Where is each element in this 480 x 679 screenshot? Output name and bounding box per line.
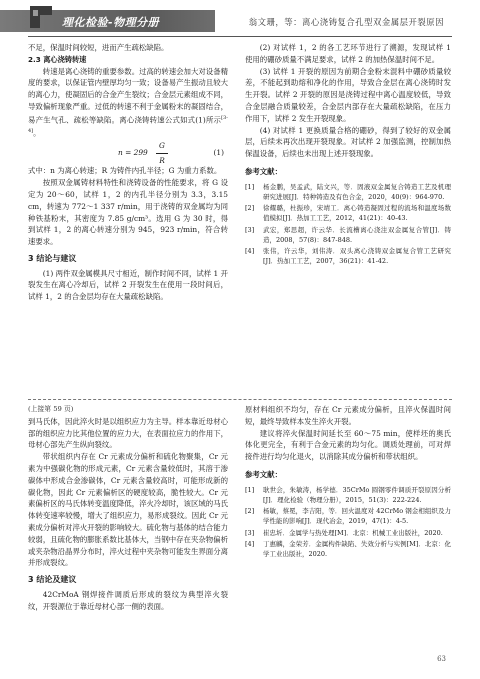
section-heading: 3 结论及建议 — [28, 575, 77, 585]
reference-list — [245, 485, 451, 559]
equation-number: (1) — [213, 148, 224, 158]
top-left-column — [28, 42, 228, 303]
reference-item: [3] 崔忠圻．金属学与热处理[M]．北京：机械工业出版社，2020. — [245, 528, 443, 537]
reference-item: [1] 耿世会，朱敏涛，杨学德．35CrMo 圆钢零件调质开裂原因分析[J]．理化检验（物理分册），2015，51(3)：222-224. — [245, 485, 451, 504]
paragraph: 按照双金属铸材料特性和浇铸设备的性能要求，将 G 设定为 20～60，试样 1，2 的内孔半径分别为 3.3，3.15 cm，转速为 772～1 337 r/min，用于浇铸的双金属均为同种铁基粉末，其密度为 7.85 g/cm³。选用 G 为 30 时，得到试样 1，2 的离心转速分别为 945，923 r/min，符合转速要求。 — [28, 178, 228, 247]
references-heading: 参考文献： — [245, 469, 282, 479]
journal-name: 理化检验-物理分册 — [62, 16, 160, 29]
paragraph: 带状组织内存在 Cr 元素成分偏析和硫化物聚集，Cr 元素为中强碳化物的形成元素，Cr 元素含量较低时，其溶于渗碳体中形成合金渗碳体，Cr 元素含量较高时，可能形成新的碳化物，因此 Cr 元素偏析区的硬度较高，脆性较大。Cr 元素偏析区的马氏体转变温度降低，淬火冷却时，该区域的马氏体转变速率较慢，增大了组织应力，易形成裂纹。因此 Cr 元素成分偏析对淬火开裂的影响较大。硫化物与基体的结合能力较弱，且硫化物的膨胀系数比基体大，当钢中存在夹杂物偏析或夹杂物沿晶界分布时，淬火过程中夹杂物可能发生界面分离并形成裂纹。 — [28, 452, 228, 568]
bottom-right-column — [245, 404, 451, 560]
top-right-column — [245, 42, 451, 267]
equation-fraction — [156, 140, 168, 167]
reference-item: [3] 武宏，郑思超，许云华．长流槽离心浇注双金属复合管[J]．铸造，2008，57(8)：847-848. — [245, 225, 451, 244]
paragraph: 不足，保温时间较短，进而产生疏松缺陷。 — [28, 43, 169, 52]
paragraph: 式中：n 为离心转速；R 为铸件内孔半径；G 为重力系数。 — [28, 166, 222, 176]
paragraph: (1) 两件双金属模具尺寸相近，制作时间不同，试样 1 开裂发生在离心冷却后，试样 2 开裂发生在使用一段时间后，试样 1，2 的合金层均存在大量疏松缺陷。 — [28, 268, 228, 302]
paragraph: 原材料组织不均匀，存在 Cr 元素成分偏析，且淬火保温时间短，最终导致样本发生淬火开裂。 — [245, 405, 451, 426]
page-header — [0, 0, 480, 44]
section-heading: 3 结论与建议 — [28, 253, 77, 263]
reference-item: [2] 徐耀璐，杜振珍，宋靖工．离心铸造凝固过程的流场和温度场数值模拟[J]．热加工工艺，2012，41(21)：40-43. — [245, 204, 451, 223]
equation-lhs: n = 299 — [118, 148, 148, 158]
paragraph: 转速是离心浇铸的重要参数。过高的转速会加大对设备精度的要求，以保证管内壁厚均匀一致；设备易产生振动且较大的离心力，使凝固后的合金产生裂纹；合金层元素组成不同，导致偏析现象严重。过低的转速不利于金属粉末的凝固结合，易产生气孔、疏松等缺陷。离心浇铸转速公式如式(1)所示[3-4]。 — [28, 66, 228, 138]
equation — [28, 139, 228, 165]
running-head: 翁文珊，等：离心浇铸复合孔型双金属层开裂原因 — [248, 17, 444, 27]
header-rule — [28, 36, 452, 37]
article-divider — [28, 399, 452, 400]
reference-item: [1] 杨金鹏，吴孟武，陆文兴，等．固液双金属复合铸造工艺及机理研究进展[J]．特种铸造及有色合金，2020，40(9)：964-970. — [245, 182, 451, 201]
reference-item: [4] 丁惠麟，金荣芳．金属构件缺陷、失效分析与实例[M]．北京：化学工业出版社，2020. — [245, 539, 451, 558]
paragraph: (2) 对试样 1，2 的各工艺环节进行了溯源，发现试样 1 使用的硼砂质量不满足要求，试样 2 的加热保温时间不足。 — [245, 43, 451, 64]
fraction-denominator: R — [159, 156, 165, 166]
section-heading: 2.3 离心浇铸转速 — [28, 54, 87, 64]
bottom-left-column — [28, 404, 228, 613]
fraction-numerator: G — [159, 141, 165, 151]
fraction-bar — [156, 153, 168, 154]
paragraph: (4) 对试样 1 更换质量合格的硼砂，得到了较好的双金属层，后续未再次出现开裂现象。对试样 2 加强监测，控制加热保温设备，后续也未出现上述开裂现象。 — [245, 125, 451, 159]
paragraph: 建议将淬火保温时间延长至 60～75 min，使样坯的奥氏体化更完全，有利于合金元素的均匀化。调质处理前，可对焊接件进行均匀化退火，以消除其成分偏析和带状组织。 — [245, 428, 451, 462]
continuation-note: (上接第 59 页) — [28, 405, 74, 413]
reference-item: [2] 杨敏，蔡冕，李吉阳，等．回火温度对 42CrMo 钢金相组织及力学性能的影响[J]．现代冶金，2019，47(1)：4-5. — [245, 507, 451, 526]
paragraph: 到马氏体，因此淬火时是以组织应力为主导。样本靠近母材心部的组织应力比其他位置的应力大，在表面拉应力的作用下，母材心部先产生纵向裂纹。 — [28, 416, 228, 450]
reference-item: [4] 张伟，许云华，刘伟涛．双头离心浇铸双金属复合管工艺研究[J]．热加工工艺，2007，36(21)：41-42. — [245, 246, 451, 266]
reference-list — [245, 182, 451, 267]
journal-emblem-icon — [28, 2, 54, 32]
page-number: 63 — [437, 655, 446, 663]
paragraph: 42CrMoA 钢焊接件调质后形成的裂纹为典型淬火裂纹，开裂源位于靠近母材心部一侧的表面。 — [28, 589, 228, 611]
references-heading: 参考文献： — [245, 166, 282, 176]
paragraph: (3) 试样 1 开裂的原因为前期合金粉末混料中硼砂质量较差，不能起到助熔和净化的作用，导致合金层在离心浇铸时发生开裂。试样 2 开裂的原因是浇铸过程中离心温度较低，导致合金层融合质量较差，合金层内部存在大量疏松缺陷，在压力作用下，试样 2 发生开裂现象。 — [245, 66, 451, 123]
